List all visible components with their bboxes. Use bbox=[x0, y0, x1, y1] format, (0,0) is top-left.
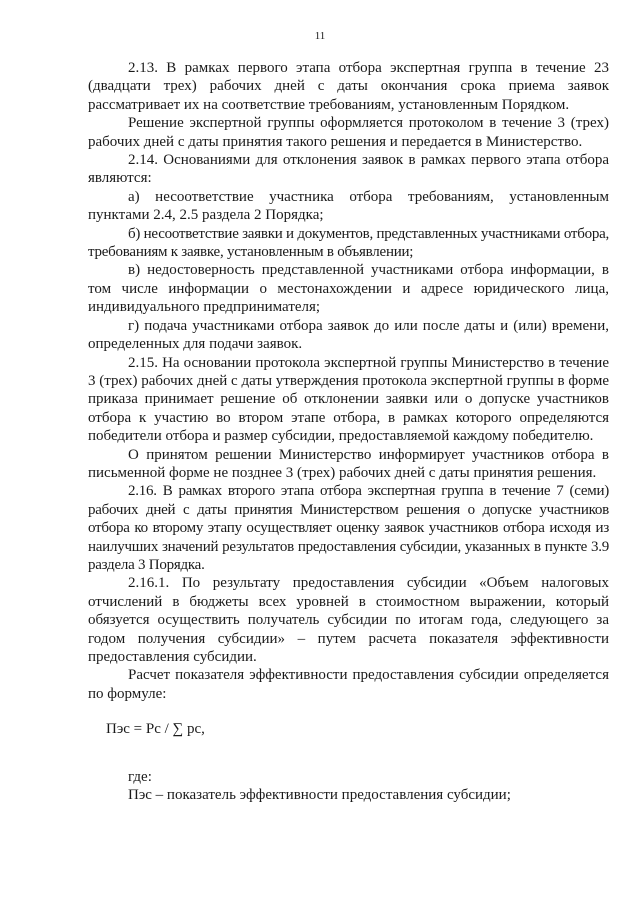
document-body bbox=[88, 59, 609, 804]
paragraph-2-15: 2.15. На основании протокола экспертной группы Министерство в течение 3 (трех) рабочих дней с даты утверждения протокола экспертной группы в форме приказа принимает решение об отклонении заявки или о допуске участников отбора к участию во втором этапе отбора, в рамках которого определяются победители отбора и размер субсидии, предоставляемой каждому победителю. bbox=[88, 354, 609, 445]
list-item-v: в) недостоверность представленной участниками отбора информации, в том числе информации о местонахождении и адресе юридического лица, индивидуального предпринимателя; bbox=[88, 262, 609, 316]
paragraph-2-16-1: 2.16.1. По результату предоставления субсидии «Объем налоговых отчислений в бюджеты всех уровней в стоимостном выражении, который обязуется осуществить получатель субсидии по итогам года, следующего за годом получения субсидии» – путем расчета показателя эффективности предоставления субсидии. bbox=[88, 575, 609, 665]
paragraph-formula-intro: Расчет показателя эффективности предоставления субсидии определяется по формуле: bbox=[88, 667, 609, 702]
page-number: 11 bbox=[314, 30, 326, 42]
where-label: где: bbox=[128, 768, 152, 785]
list-item-g: г) подача участниками отбора заявок до или после даты и (или) времени, определенных для подачи заявок. bbox=[88, 317, 609, 353]
paragraph-2-16: 2.16. В рамках второго этапа отбора экспертная группа в течение 7 (семи) рабочих дней с даты принятия Министерством решения о допуске участников отбора ко второму этапу осуществляет оценку заявок участников отбора исходя из наилучших значений результатов предоставления субсидии, указанных в пункте 3.9 раздела 3 Порядка. bbox=[88, 483, 609, 573]
definition-pes: Пэс – показатель эффективности предоставления субсидии; bbox=[128, 787, 511, 804]
paragraph-notification: О принятом решении Министерство информирует участников отбора в письменной форме не позднее 3 (трех) рабочих дней с даты принятия решения. bbox=[88, 446, 609, 481]
paragraph-expert-decision: Решение экспертной группы оформляется протоколом в течение 3 (трех) рабочих дней с даты принятия такого решения и передается в Министерство. bbox=[88, 115, 609, 150]
efficiency-formula: Пэс = Рс / ∑ рс, bbox=[106, 721, 205, 738]
list-item-a: а) несоответствие участника отбора требованиям, установленным пунктами 2.4, 2.5 раздела 2 Порядка; bbox=[88, 188, 609, 224]
paragraph-2-14: 2.14. Основаниями для отклонения заявок в рамках первого этапа отбора являются: bbox=[88, 152, 609, 187]
list-item-b: б) несоответствие заявки и документов, представленных участниками отбора, требованиям к заявке, установленным в объявлении; bbox=[88, 225, 609, 261]
paragraph-2-13: 2.13. В рамках первого этапа отбора экспертная группа в течение 23 (двадцати трех) рабочих дней с даты окончания срока приема заявок рассматривает их на соответствие требованиям, установленным Порядком. bbox=[88, 60, 609, 113]
